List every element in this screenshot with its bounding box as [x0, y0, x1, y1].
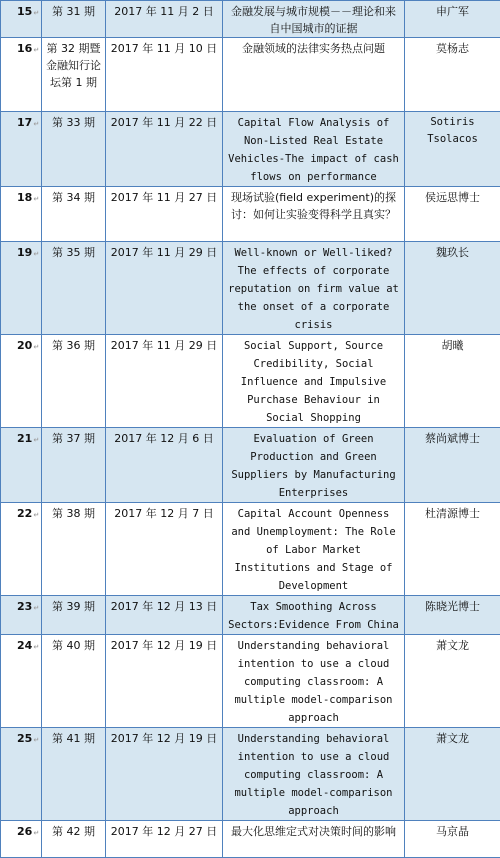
topic-cell: Evaluation of Green Production and Green Suppliers by Manufacturing Enterprises	[223, 428, 405, 503]
period-cell: 第 41 期	[42, 728, 106, 821]
cell-end-mark: ↵	[33, 46, 39, 54]
topic-cell: Understanding behavioral intention to use a cloud computing classroom: A multiple model-comparison approach	[223, 635, 405, 728]
row-number: 21	[17, 432, 32, 445]
topic-cell: Tax Smoothing Across Sectors:Evidence From China	[223, 596, 405, 635]
period-cell: 第 33 期	[42, 112, 106, 187]
topic-cell: Understanding behavioral intention to use a cloud computing classroom: A multiple model-comparison approach	[223, 728, 405, 821]
speaker-cell: 马京晶	[405, 821, 500, 858]
date-cell: 2017 年 12 月 19 日	[106, 635, 223, 728]
row-number-cell	[1, 112, 42, 187]
date-cell: 2017 年 11 月 29 日	[106, 242, 223, 335]
cell-end-mark: ↵	[33, 643, 39, 651]
row-number: 16	[17, 42, 32, 55]
speaker-cell: 莫杨志	[405, 38, 500, 112]
cell-end-mark: ↵	[33, 343, 39, 351]
cell-end-mark: ↵	[33, 250, 39, 258]
period-cell: 第 32 期暨金融知行论坛第 1 期	[42, 38, 106, 112]
cell-end-mark: ↵	[33, 511, 39, 519]
speaker-cell: 陈晓光博士	[405, 596, 500, 635]
topic-cell: 金融领域的法律实务热点问题	[223, 38, 405, 112]
row-number-cell	[1, 242, 42, 335]
cell-end-mark: ↵	[33, 604, 39, 612]
period-cell: 第 34 期	[42, 187, 106, 242]
speaker-cell: 胡曦	[405, 335, 500, 428]
table-row	[1, 242, 500, 335]
cell-end-mark: ↵	[33, 120, 39, 128]
table-row	[1, 187, 500, 242]
date-cell: 2017 年 11 月 10 日	[106, 38, 223, 112]
row-number: 23	[17, 600, 32, 613]
row-number-cell	[1, 503, 42, 596]
row-number-cell	[1, 187, 42, 242]
speaker-cell: 魏玖长	[405, 242, 500, 335]
speaker-cell: 杜清源博士	[405, 503, 500, 596]
row-number: 15	[17, 5, 32, 18]
row-number: 18	[17, 191, 32, 204]
schedule-body	[1, 1, 500, 858]
row-number: 26	[17, 825, 32, 838]
speaker-cell: Sotiris Tsolacos	[405, 112, 500, 187]
period-cell: 第 39 期	[42, 596, 106, 635]
period-cell: 第 31 期	[42, 1, 106, 38]
topic-cell: Well-known or Well-liked? The effects of corporate reputation on firm value at the onset of a corporate crisis	[223, 242, 405, 335]
topic-cell: Capital Flow Analysis of Non-Listed Real Estate Vehicles-The impact of cash flows on performance	[223, 112, 405, 187]
table-row	[1, 1, 500, 38]
row-number: 24	[17, 639, 32, 652]
date-cell: 2017 年 11 月 2 日	[106, 1, 223, 38]
topic-cell: 现场试验(field experiment)的探讨：如何让实验变得科学且真实？	[223, 187, 405, 242]
topic-cell: 最大化思维定式对决策时间的影响	[223, 821, 405, 858]
topic-cell: 金融发展与城市规模－－理论和来自中国城市的证据	[223, 1, 405, 38]
table-row	[1, 503, 500, 596]
period-cell: 第 37 期	[42, 428, 106, 503]
table-row	[1, 821, 500, 858]
speaker-cell: 萧文龙	[405, 635, 500, 728]
row-number: 22	[17, 507, 32, 520]
table-row	[1, 335, 500, 428]
cell-end-mark: ↵	[33, 436, 39, 444]
table-row	[1, 428, 500, 503]
date-cell: 2017 年 12 月 19 日	[106, 728, 223, 821]
date-cell: 2017 年 12 月 13 日	[106, 596, 223, 635]
row-number: 19	[17, 246, 32, 259]
topic-cell: Social Support, Source Credibility, Social Influence and Impulsive Purchase Behaviour in Social Shopping	[223, 335, 405, 428]
date-cell: 2017 年 11 月 22 日	[106, 112, 223, 187]
table-row	[1, 112, 500, 187]
period-cell: 第 35 期	[42, 242, 106, 335]
table-row	[1, 635, 500, 728]
date-cell: 2017 年 12 月 6 日	[106, 428, 223, 503]
speaker-cell: 申广军	[405, 1, 500, 38]
table-row	[1, 728, 500, 821]
cell-end-mark: ↵	[33, 736, 39, 744]
row-number-cell	[1, 728, 42, 821]
date-cell: 2017 年 11 月 27 日	[106, 187, 223, 242]
cell-end-mark: ↵	[33, 829, 39, 837]
date-cell: 2017 年 11 月 29 日	[106, 335, 223, 428]
cell-end-mark: ↵	[33, 9, 39, 17]
table-row	[1, 596, 500, 635]
row-number: 17	[17, 116, 32, 129]
topic-cell: Capital Account Openness and Unemployment: The Role of Labor Market Institutions and Stage of Development	[223, 503, 405, 596]
row-number: 25	[17, 732, 32, 745]
row-number-cell	[1, 1, 42, 38]
period-cell: 第 38 期	[42, 503, 106, 596]
row-number-cell	[1, 38, 42, 112]
cell-end-mark: ↵	[33, 195, 39, 203]
date-cell: 2017 年 12 月 27 日	[106, 821, 223, 858]
row-number-cell	[1, 821, 42, 858]
speaker-cell: 侯远思博士	[405, 187, 500, 242]
row-number-cell	[1, 635, 42, 728]
period-cell: 第 40 期	[42, 635, 106, 728]
period-cell: 第 36 期	[42, 335, 106, 428]
speaker-cell: 蔡尚斌博士	[405, 428, 500, 503]
row-number-cell	[1, 596, 42, 635]
row-number: 20	[17, 339, 32, 352]
table-row	[1, 38, 500, 112]
row-number-cell	[1, 335, 42, 428]
period-cell: 第 42 期	[42, 821, 106, 858]
row-number-cell	[1, 428, 42, 503]
speaker-cell: 萧文龙	[405, 728, 500, 821]
date-cell: 2017 年 12 月 7 日	[106, 503, 223, 596]
